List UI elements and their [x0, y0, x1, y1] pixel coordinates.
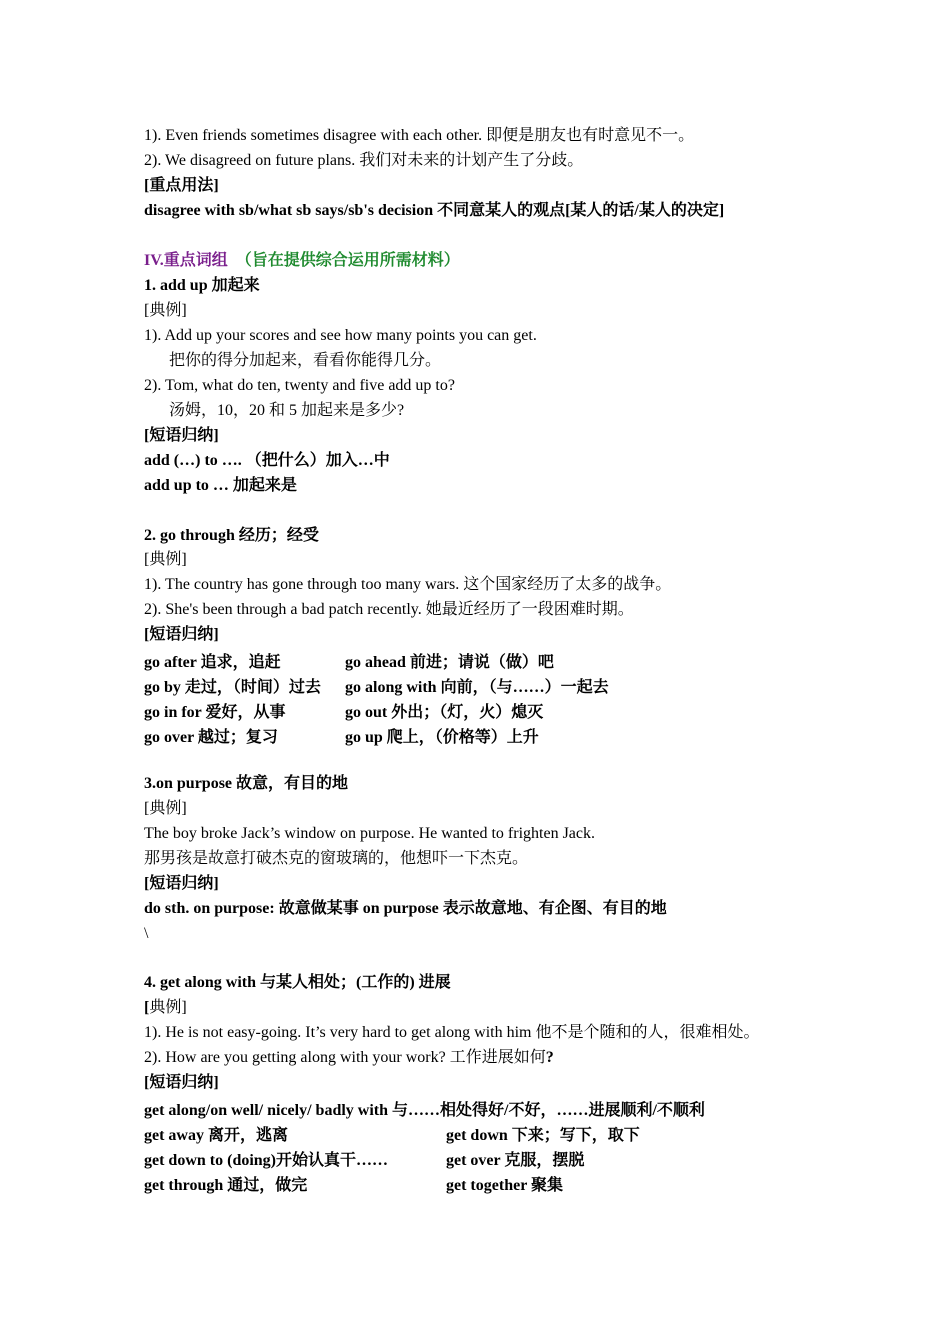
- summary-item: get away 离开，逃离: [144, 1127, 288, 1144]
- summary-item: go out 外出；（灯，火）熄灭: [345, 704, 544, 721]
- example-translation: 把你的得分加起来，看看你能得几分。: [169, 352, 442, 369]
- example-label: [典例]: [144, 999, 187, 1016]
- example-line: 2). How are you getting along with your work? 工作进展如何?: [144, 1049, 554, 1066]
- summary-label: [短语归纳]: [144, 1074, 219, 1091]
- summary-label: [短语归纳]: [144, 427, 219, 444]
- example-line: 1). The country has gone through too many wars. 这个国家经历了太多的战争。: [144, 576, 672, 593]
- example-line: 2). She's been through a bad patch recently. 她最近经历了一段困难时期。: [144, 601, 634, 618]
- summary-item: do sth. on purpose: 故意做某事 on purpose 表示故意地、有企图、有目的地: [144, 900, 667, 917]
- example-line: 2). Tom, what do ten, twenty and five add up to?: [144, 377, 455, 394]
- example-translation: 那男孩是故意打破杰克的窗玻璃的，他想吓一下杰克。: [144, 850, 529, 867]
- phrase-title: 2. go through 经历；经受: [144, 527, 319, 544]
- summary-item: go along with 向前，（与……）一起去: [345, 679, 609, 696]
- example-label: [典例]: [144, 551, 187, 568]
- summary-item: get down to (doing)开始认真干……: [144, 1152, 389, 1169]
- section-title: IV.重点词组: [144, 252, 228, 269]
- summary-item: go by 走过，（时间）过去: [144, 679, 321, 696]
- phrase-title: 1. add up 加起来: [144, 277, 260, 294]
- summary-label: [短语归纳]: [144, 626, 219, 643]
- summary-item: get down 下来；写下，取下: [446, 1127, 640, 1144]
- summary-item: go up 爬上，（价格等）上升: [345, 729, 539, 746]
- example-line: 1). He is not easy-going. It’s very hard to get along with him 他不是个随和的人，很难相处。: [144, 1024, 760, 1041]
- example-line: 2). We disagreed on future plans. 我们对未来的计划产生了分歧。: [144, 152, 584, 169]
- summary-item: get along/on well/ nicely/ badly with 与……相处得好/不好，……进展顺利/不顺利: [144, 1102, 705, 1119]
- phrase-title: 3.on purpose 故意，有目的地: [144, 775, 349, 792]
- example-translation: 汤姆，10，20 和 5 加起来是多少?: [169, 402, 405, 419]
- section-subtitle: （旨在提供综合运用所需材料）: [235, 252, 460, 269]
- usage-label: [重点用法]: [144, 177, 219, 194]
- example-label: [典例]: [144, 302, 187, 319]
- usage-text: disagree with sb/what sb says/sb's decision 不同意某人的观点[某人的话/某人的决定]: [144, 202, 725, 219]
- summary-item: get through 通过，做完: [144, 1177, 308, 1194]
- example-label: [典例]: [144, 800, 187, 817]
- example-line: 1). Even friends sometimes disagree with each other. 即便是朋友也有时意见不一。: [144, 127, 695, 144]
- summary-item: add (…) to …. （把什么）加入…中: [144, 452, 390, 469]
- summary-item: get together 聚集: [446, 1177, 564, 1194]
- example-line: The boy broke Jack’s window on purpose. He wanted to frighten Jack.: [144, 825, 595, 842]
- example-line: 1). Add up your scores and see how many points you can get.: [144, 327, 537, 344]
- summary-item: get over 克服，摆脱: [446, 1152, 585, 1169]
- summary-label: [短语归纳]: [144, 875, 219, 892]
- section-heading: [144, 251, 460, 271]
- summary-item: go in for 爱好，从事: [144, 704, 286, 721]
- summary-item: go over 越过；复习: [144, 729, 278, 746]
- summary-item: go after 追求，追赶: [144, 654, 281, 671]
- summary-item: go ahead 前进；请说（做）吧: [345, 654, 554, 671]
- phrase-title: 4. get along with 与某人相处；(工作的) 进展: [144, 974, 451, 991]
- stray-character: \: [144, 925, 149, 942]
- summary-item: add up to … 加起来是: [144, 477, 297, 494]
